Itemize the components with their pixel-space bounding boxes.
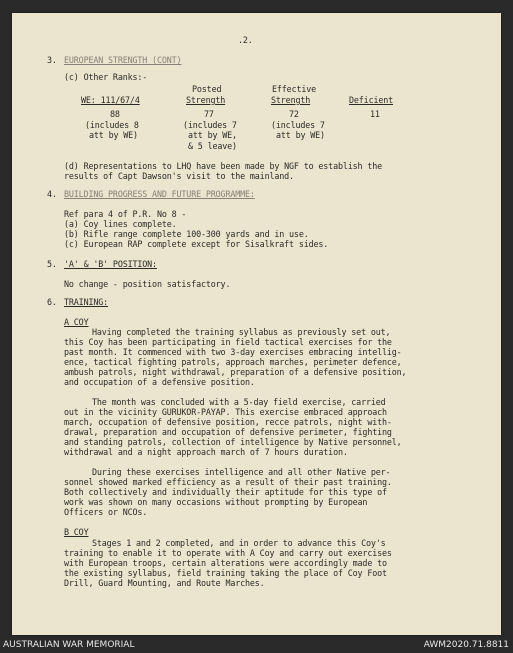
a-coy-para3-line: Both collectively and individually their aptitude for this type of bbox=[64, 487, 387, 497]
b-coy-para-line: Drill, Guard Mounting, and Route Marches. bbox=[64, 578, 265, 588]
posted-value: 77 bbox=[204, 109, 214, 119]
a-coy-para2-line: The month was concluded with a 5-day field exercise, carried bbox=[92, 397, 386, 407]
a-coy-para1-line: past month. It commenced with two 3-day exercises embracing intellig- bbox=[64, 347, 402, 357]
position-status: No change - position satisfactory. bbox=[64, 279, 231, 289]
effective-value: 72 bbox=[289, 109, 299, 119]
effective-note-line2: att by WE) bbox=[276, 130, 325, 140]
a-coy-para2-line: withdrawal and a night approach march of 7 hours duration. bbox=[64, 447, 348, 457]
b-coy-para-line: training to enable it to operate with A Coy and carry out exercises bbox=[64, 548, 392, 558]
section-4-number: 4. bbox=[47, 189, 57, 199]
a-coy-para1-line: ence, tactical fighting patrols, approach marches, perimeter defence, bbox=[64, 357, 402, 367]
building-item-b: (b) Rifle range complete 100-300 yards and in use. bbox=[64, 229, 309, 239]
section-3-heading: EUROPEAN STRENGTH (CONT) bbox=[64, 55, 182, 65]
building-item-a: (a) Coy lines complete. bbox=[64, 219, 177, 229]
a-coy-para3-line: Officers or NCOs. bbox=[64, 507, 148, 517]
a-coy-para1-line: and occupation of a defensive position. bbox=[64, 377, 255, 387]
a-coy-para2-line: march, occupation of defensive position, recce patrols, night with- bbox=[64, 417, 392, 427]
section-5-number: 5. bbox=[47, 259, 57, 269]
building-item-c: (c) European RAP complete except for Sisalkraft sides. bbox=[64, 239, 329, 249]
we-note-line2: att by WE) bbox=[89, 130, 138, 140]
a-coy-para3-line: During these exercises intelligence and all other Native per- bbox=[92, 467, 391, 477]
a-coy-para2-line: drawal, preparation and occupation of defensive perimeter, fighting bbox=[64, 427, 392, 437]
representations-line2: results of Capt Dawson's visit to the mainland. bbox=[64, 171, 294, 181]
posted-note-line2: att by WE, bbox=[188, 130, 237, 140]
col-effective-line2: Strength bbox=[271, 95, 311, 105]
posted-note-line3: & 5 leave) bbox=[188, 141, 237, 151]
building-ref: Ref para 4 of P.R. No 8 - bbox=[64, 209, 187, 219]
col-effective-line1: Effective bbox=[272, 84, 317, 94]
section-6-number: 6. bbox=[47, 297, 57, 307]
a-coy-para2-line: out in the vicinity GURUKOR-PAYAP. This exercise embraced approach bbox=[64, 407, 387, 417]
section-4-heading: BUILDING PROGRESS AND FUTURE PROGRAMME: bbox=[64, 189, 255, 199]
col-posted-line1: Posted bbox=[192, 84, 222, 94]
col-posted-line2: Strength bbox=[186, 95, 226, 105]
effective-note-line1: (includes 7 bbox=[271, 120, 325, 130]
section-3-number: 3. bbox=[47, 55, 57, 65]
section-6-heading: TRAINING: bbox=[64, 297, 109, 307]
deficient-value: 11 bbox=[370, 109, 380, 119]
we-note-line1: (includes 8 bbox=[85, 120, 139, 130]
a-coy-para3-line: work was shown on many occasions without prompting by European bbox=[64, 497, 368, 507]
a-coy-para3-line: sonnel showed marked efficiency as a result of their past training. bbox=[64, 477, 392, 487]
a-coy-para2-line: and standing patrols, collection of intelligence by Native personnel, bbox=[64, 437, 402, 447]
footer-accession-number: AWM2020.71.8811 bbox=[423, 640, 509, 650]
other-ranks-label: (c) Other Ranks:- bbox=[64, 72, 148, 82]
a-coy-heading: A COY bbox=[64, 317, 89, 327]
b-coy-para-line: Stages 1 and 2 completed, and in order to advance this Coy's bbox=[92, 538, 386, 548]
b-coy-heading: B COY bbox=[64, 527, 89, 537]
b-coy-para-line: with European troops, certain alterations were accordingly made to bbox=[64, 558, 387, 568]
we-value: 88 bbox=[110, 109, 120, 119]
col-deficient-header: Deficient bbox=[349, 95, 394, 105]
a-coy-para1-line: this Coy has been participating in field tactical exercises for the bbox=[64, 337, 392, 347]
footer-source: AUSTRALIAN WAR MEMORIAL bbox=[3, 640, 135, 650]
a-coy-para1-line: Having completed the training syllabus as previously set out, bbox=[92, 327, 391, 337]
a-coy-para1-line: ambush patrols, night withdrawal, preparation of a defensive position, bbox=[64, 367, 407, 377]
b-coy-para-line: the existing syllabus, field training taking the place of Coy Foot bbox=[64, 568, 387, 578]
representations-line1: (d) Representations to LHQ have been made by NGF to establish the bbox=[64, 161, 382, 171]
section-5-heading: 'A' & 'B' POSITION: bbox=[64, 259, 157, 269]
posted-note-line1: (includes 7 bbox=[183, 120, 237, 130]
col-we-header: WE: 111/67/4 bbox=[81, 95, 140, 105]
page-number: .2. bbox=[238, 35, 253, 45]
